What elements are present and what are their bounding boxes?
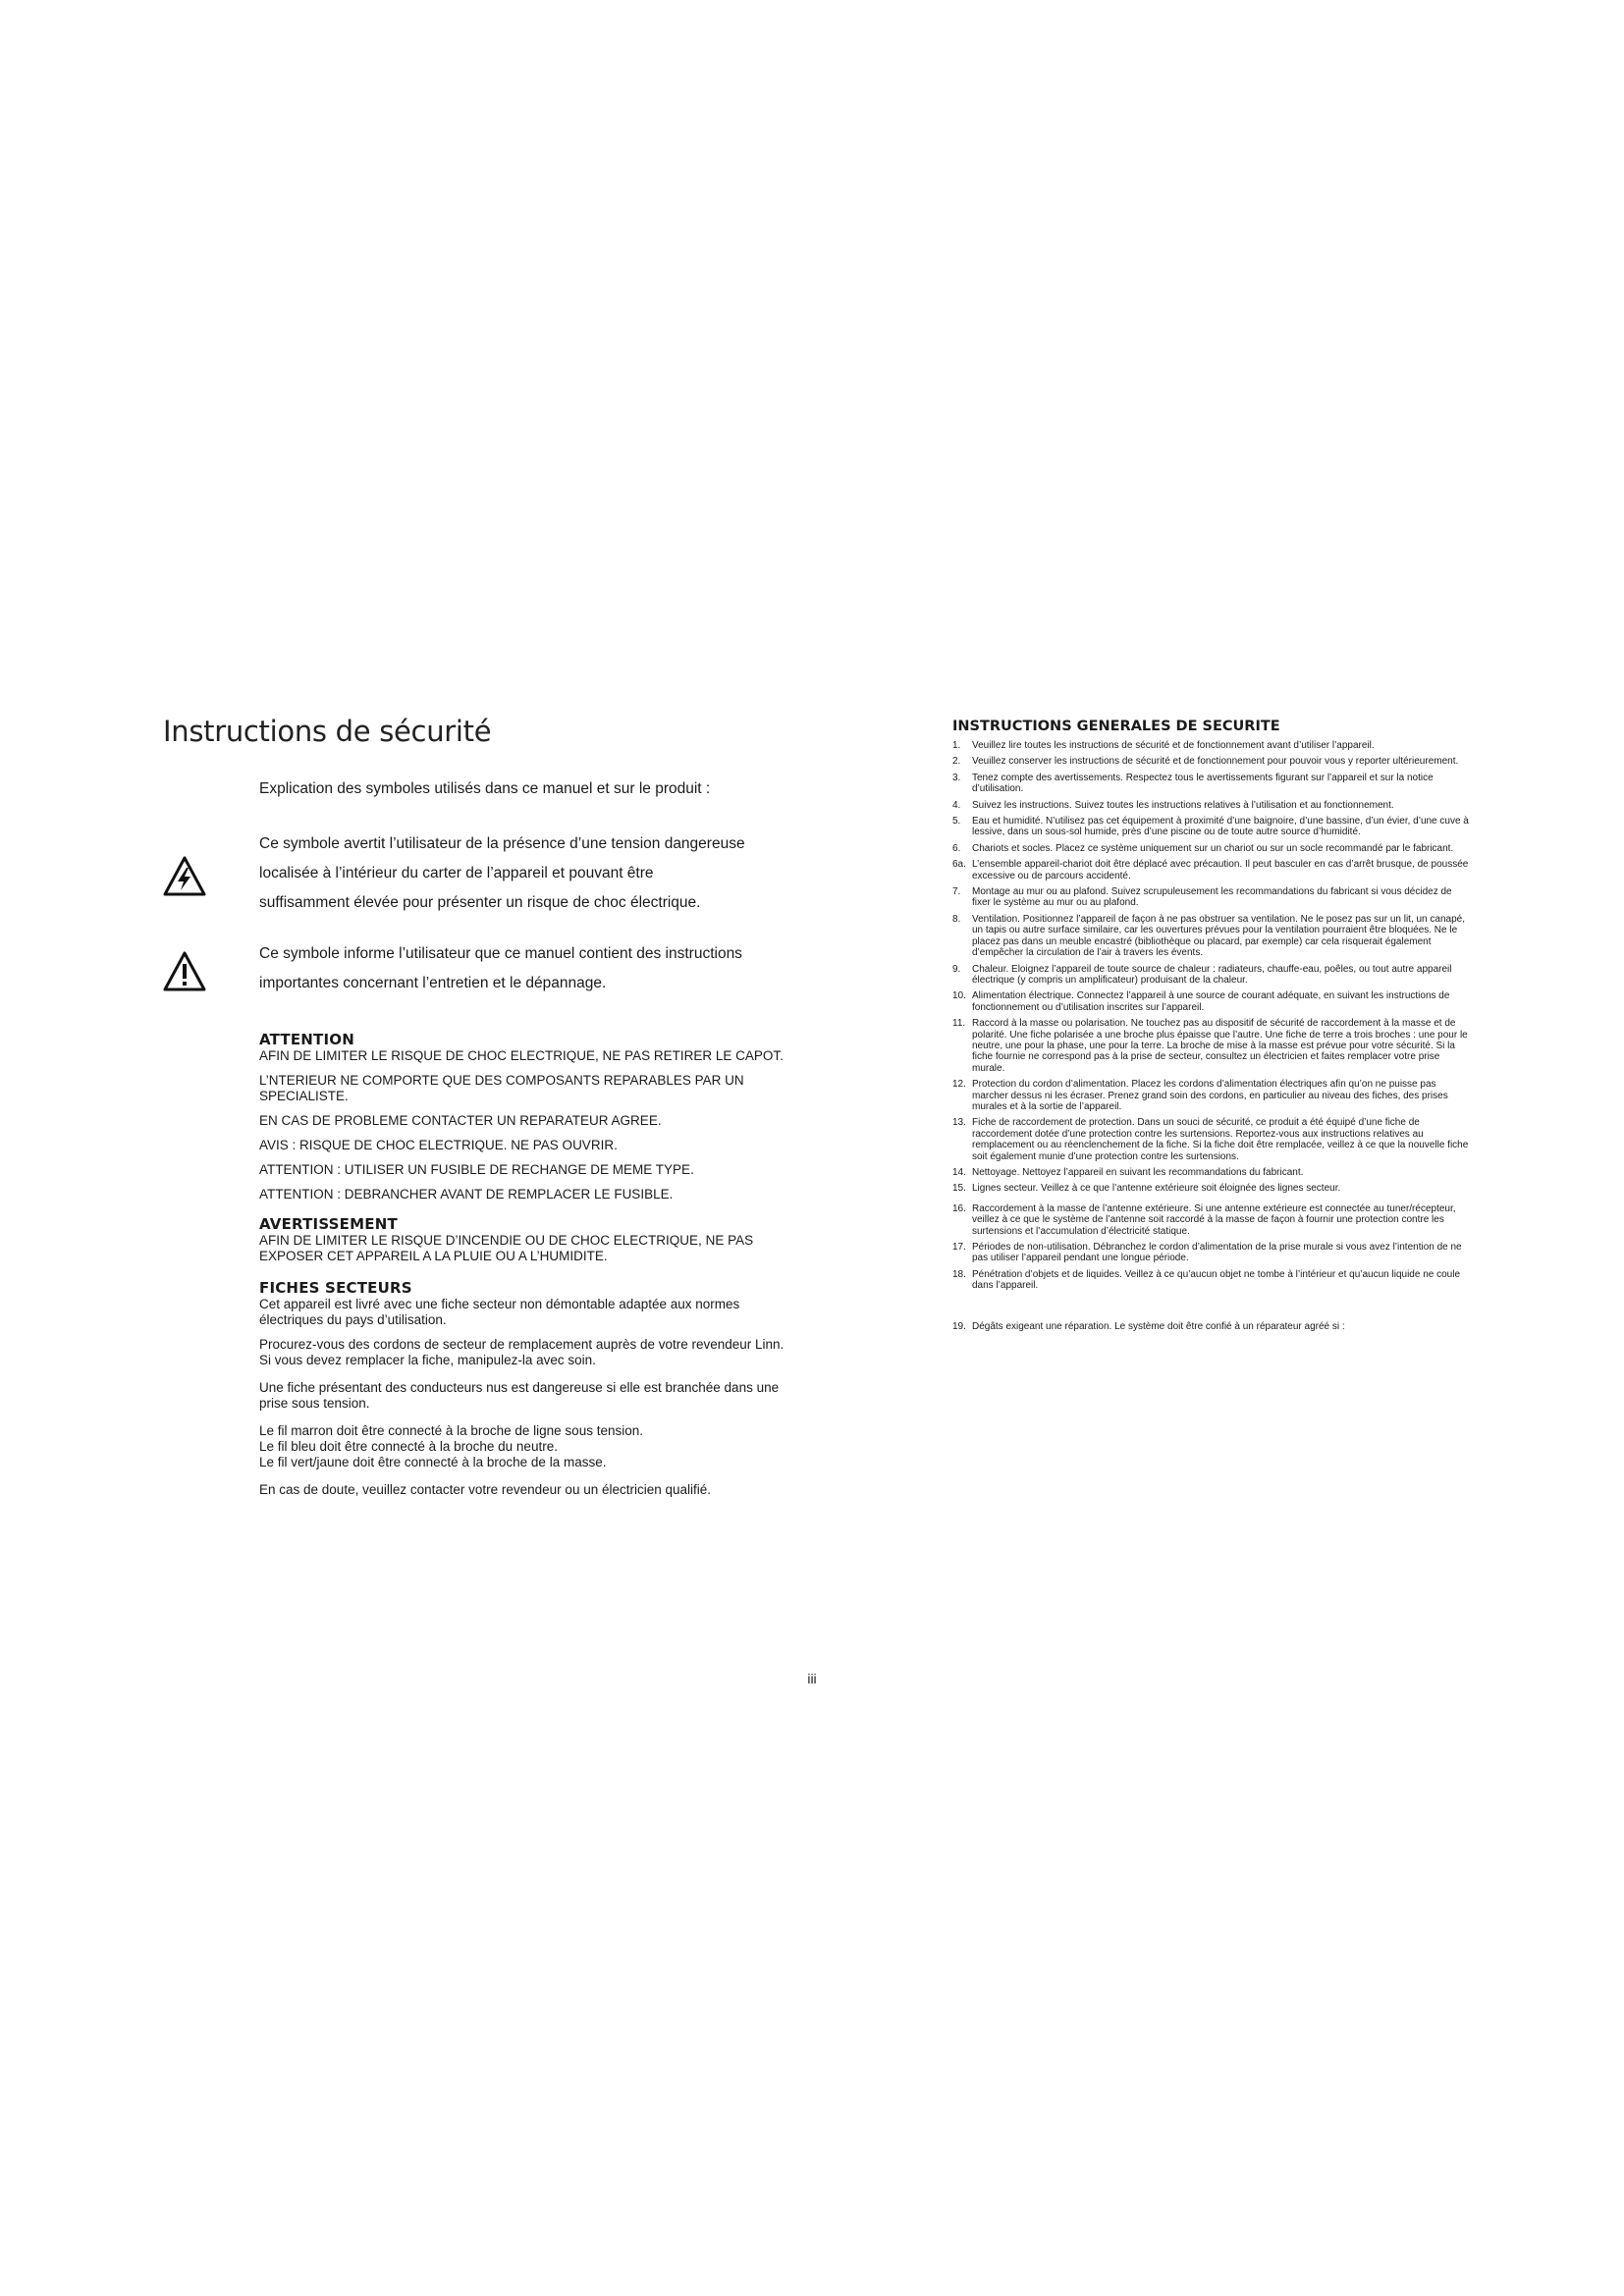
rule-text: Eau et humidité. N’utilisez pas cet équipement à proximité d’une baignoire, d’une bassine, d’un évier, d’une cuve à lessive, dans un sous-sol humide, près d’une piscine ou de toute autre source d’humidité. xyxy=(972,816,1469,838)
attention-paragraph: L’NTERIEUR NE COMPORTE QUE DES COMPOSANTS REPARABLES PAR UN SPECIALISTE. xyxy=(259,1073,744,1103)
rule-item xyxy=(952,914,1473,959)
attention-paragraph: EN CAS DE PROBLEME CONTACTER UN REPARATEUR AGREE. xyxy=(259,1113,662,1128)
rule-number: 3. xyxy=(952,772,961,783)
fiches-paragraph: Le fil vert/jaune doit être connecté à la broche de la masse. xyxy=(259,1455,607,1469)
rule-item xyxy=(952,990,1473,1013)
rule-text: Lignes secteur. Veillez à ce que l’antenne extérieure soit éloignée des lignes secteur. xyxy=(972,1183,1341,1195)
fiches-heading: FICHES SECTEURS xyxy=(259,1279,412,1297)
rule-number: 12. xyxy=(952,1079,966,1091)
rule-item xyxy=(952,1269,1473,1316)
rule-text: Suivez les instructions. Suivez toutes les instructions relatives à l’utilisation et au fonctionnement. xyxy=(972,799,1394,811)
attention-section xyxy=(259,1032,789,1202)
symbol-row-exclamation xyxy=(163,939,791,998)
rule-number: 16. xyxy=(952,1202,966,1214)
attention-paragraph: ATTENTION : DEBRANCHER AVANT DE REMPLACER LE FUSIBLE. xyxy=(259,1187,674,1201)
rule-number: 6a. xyxy=(952,859,966,871)
rule-text: Périodes de non-utilisation. Débranchez le cordon d’alimentation de la prise murale si vous avez l’intention de ne pas utiliser l’appareil pendant une longue période. xyxy=(972,1242,1462,1264)
rule-item xyxy=(952,816,1473,838)
rule-text: Raccordement à la masse de l’antenne extérieure. Si une antenne extérieure est connectée au tuner/récepteur, veillez à ce que le système de l’antenne soit raccordé à la masse de façon à fournir une protection contre les surtensions et l’accumulation d’électricité statique. xyxy=(972,1202,1456,1237)
rule-number: 8. xyxy=(952,913,961,925)
fiches-paragraph: Le fil bleu doit être connecté à la broche du neutre. xyxy=(259,1439,558,1454)
rule-item xyxy=(952,859,1473,881)
attention-paragraph: ATTENTION : UTILISER UN FUSIBLE DE RECHANGE DE MEME TYPE. xyxy=(259,1162,694,1177)
rule-number: 13. xyxy=(952,1117,966,1129)
right-column xyxy=(952,719,1473,1337)
rule-item xyxy=(952,1167,1473,1178)
rule-item xyxy=(952,1117,1473,1162)
symbols-intro: Explication des symboles utilisés dans ce manuel et sur le produit : xyxy=(259,780,711,797)
rule-item xyxy=(952,756,1473,767)
avertissement-paragraph: AFIN DE LIMITER LE RISQUE D’INCENDIE OU DE CHOC ELECTRIQUE, NE PAS EXPOSER CET APPAREIL A LA PLUIE OU A L’HUMIDITE. xyxy=(259,1233,754,1263)
rule-number: 4. xyxy=(952,799,961,811)
rule-text: Montage au mur ou au plafond. Suivez scrupuleusement les recommandations du fabricant si vous décidez de fixer le système au mur ou au plafond. xyxy=(972,886,1452,909)
rule-text: Raccord à la masse ou polarisation. Ne touchez pas au dispositif de sécurité de raccordement à la masse et de polarité. Une fiche polarisée a une broche plus épaisse que l’autre. Une fiche de terre a trois broches : une pour le neutre, une pour la phase, une pour la terre. La broche de mise à la masse est prévue pour votre sécurité. Si la fiche fournie ne correspond pas à la prise de secteur, consultez un électricien et faites remplacer votre prise murale. xyxy=(972,1018,1468,1074)
rule-text: Veuillez conserver les instructions de sécurité et de fonctionnement pour pouvoir vous y reporter ultérieurement. xyxy=(972,756,1459,768)
rule-number: 19. xyxy=(952,1320,966,1332)
rule-item xyxy=(952,886,1473,909)
symbol-line: Ce symbole avertit l’utilisateur de la présence d’une tension dangereuse xyxy=(259,835,745,852)
rule-number: 18. xyxy=(952,1268,966,1280)
rule-number: 7. xyxy=(952,886,961,898)
fiches-paragraph: Procurez-vous des cordons de secteur de remplacement auprès de votre revendeur Linn. xyxy=(259,1337,785,1352)
rule-number: 10. xyxy=(952,990,966,1002)
rule-text: L’ensemble appareil-chariot doit être déplacé avec précaution. Il peut basculer en cas d’arrêt brusque, de poussée excessive ou de parcours accidenté. xyxy=(972,859,1469,881)
rule-item xyxy=(952,773,1473,795)
symbol-text-exclamation xyxy=(259,939,789,998)
fiches-paragraph: En cas de doute, veuillez contacter votre revendeur ou un électricien qualifié. xyxy=(259,1482,712,1497)
fiches-paragraph: Cet appareil est livré avec une fiche secteur non démontable adaptée aux normes électriques du pays d’utilisation. xyxy=(259,1297,740,1327)
symbol-line: Ce symbole informe l’utilisateur que ce manuel contient des instructions xyxy=(259,945,742,962)
symbol-text-lightning xyxy=(259,829,789,918)
rule-number: 11. xyxy=(952,1018,966,1030)
rule-item xyxy=(952,740,1473,751)
rule-number: 15. xyxy=(952,1183,966,1195)
general-rules-list xyxy=(952,740,1473,1332)
symbol-line: localisée à l’intérieur du carter de l’appareil et pouvant être xyxy=(259,865,654,881)
rule-text: Nettoyage. Nettoyez l’appareil en suivant les recommandations du fabricant. xyxy=(972,1167,1304,1178)
rule-number: 14. xyxy=(952,1167,966,1178)
attention-paragraph: AVIS : RISQUE DE CHOC ELECTRIQUE. NE PAS OUVRIR. xyxy=(259,1138,618,1152)
rule-number: 2. xyxy=(952,756,961,768)
attention-heading: ATTENTION xyxy=(259,1031,354,1048)
fiches-paragraph: Si vous devez remplacer la fiche, manipulez-la avec soin. xyxy=(259,1353,596,1367)
rule-number: 9. xyxy=(952,963,961,975)
exclamation-warning-icon xyxy=(163,950,206,993)
rule-number: 17. xyxy=(952,1242,966,1254)
rule-item xyxy=(952,1321,1473,1332)
rule-item xyxy=(952,1203,1473,1237)
rule-number: 6. xyxy=(952,842,961,854)
page-title: Instructions de sécurité xyxy=(163,715,492,748)
rule-text: Veuillez lire toutes les instructions de sécurité et de fonctionnement avant d’utiliser l’appareil. xyxy=(972,740,1375,751)
rule-text-wrapper xyxy=(972,1269,1473,1316)
lightning-warning-icon xyxy=(163,855,206,898)
rule-text-wrapper xyxy=(972,1183,1473,1198)
rule-text: Pénétration d’objets et de liquides. Veillez à ce qu’aucun objet ne tombe à l’intérieur et qu’aucun liquide ne coule dans l’appareil. xyxy=(972,1268,1461,1292)
rule-text: Ventilation. Positionnez l’appareil de façon à ne pas obstruer sa ventilation. Ne le posez pas sur un lit, un canapé, un tapis ou autre surface similaire, car les ouvertures prévues pour la ventilation pourraient être bloquées. Ne le placez pas dans un meuble encastré (bibliothèque ou placard, par exemple) car cela risquerait également d’empêcher la circulation de l’air à travers les évents. xyxy=(972,913,1465,959)
rule-item xyxy=(952,1079,1473,1112)
rule-text: Dégâts exigeant une réparation. Le système doit être confié à un réparateur agréé si : xyxy=(972,1320,1345,1332)
rule-item xyxy=(952,964,1473,987)
rule-item xyxy=(952,1018,1473,1074)
rule-item xyxy=(952,1183,1473,1198)
fiches-paragraph: Une fiche présentant des conducteurs nus est dangereuse si elle est branchée dans une prise sous tension. xyxy=(259,1380,780,1411)
avertissement-heading: AVERTISSEMENT xyxy=(259,1215,398,1233)
avertissement-section xyxy=(259,1216,789,1264)
rule-item xyxy=(952,800,1473,811)
symbol-line: suffisamment élevée pour présenter un risque de choc électrique. xyxy=(259,894,701,911)
rule-number: 5. xyxy=(952,816,961,828)
rule-item xyxy=(952,1242,1473,1264)
symbol-row-lightning xyxy=(163,829,791,918)
rule-item xyxy=(952,843,1473,854)
rule-text: Protection du cordon d’alimentation. Placez les cordons d’alimentation électriques afin qu’on ne puisse pas marcher dessus ni les écraser. Prenez grand soin des cordons, en particulier au niveau des fiches, des prises murales et à la sortie de l’appareil. xyxy=(972,1079,1448,1112)
rule-text: Fiche de raccordement de protection. Dans un souci de sécurité, ce produit a été équipé d’une fiche de raccordement dotée d’une protection contre les surtensions. Reportez-vous aux instructions relatives au remplacement ou au réenclenchement de la fiche. Si la fiche doit être remplacée, veillez à ce que la nouvelle fiche soit également munie d’une protection contre les surtensions. xyxy=(972,1117,1469,1162)
attention-paragraph: AFIN DE LIMITER LE RISQUE DE CHOC ELECTRIQUE, NE PAS RETIRER LE CAPOT. xyxy=(259,1048,784,1063)
fiches-section xyxy=(259,1280,789,1498)
rule-text: Tenez compte des avertissements. Respectez tous le avertissements figurant sur l’appareil et sur la notice d’utilisation. xyxy=(972,772,1434,795)
symbol-line: importantes concernant l’entretien et le dépannage. xyxy=(259,975,607,991)
fiches-paragraph: Le fil marron doit être connecté à la broche de ligne sous tension. xyxy=(259,1423,643,1438)
left-column xyxy=(163,780,791,1507)
rule-text: Alimentation électrique. Connectez l’appareil à une source de courant adéquate, en suivant les instructions de fonctionnement ou d’utilisation inscrites sur l’appareil. xyxy=(972,990,1450,1013)
rule-number: 1. xyxy=(952,740,961,751)
general-heading: INSTRUCTIONS GENERALES DE SECURITE xyxy=(952,719,1280,734)
rule-text: Chariots et socles. Placez ce système uniquement sur un chariot ou sur un socle recommandé par le fabricant. xyxy=(972,842,1454,854)
rule-text: Chaleur. Eloignez l’appareil de toute source de chaleur : radiateurs, chauffe-eau, poêles, ou tout autre appareil électrique (y compris un amplificateur) produisant de la chaleur. xyxy=(972,963,1452,986)
page-number: iii xyxy=(807,1671,817,1686)
